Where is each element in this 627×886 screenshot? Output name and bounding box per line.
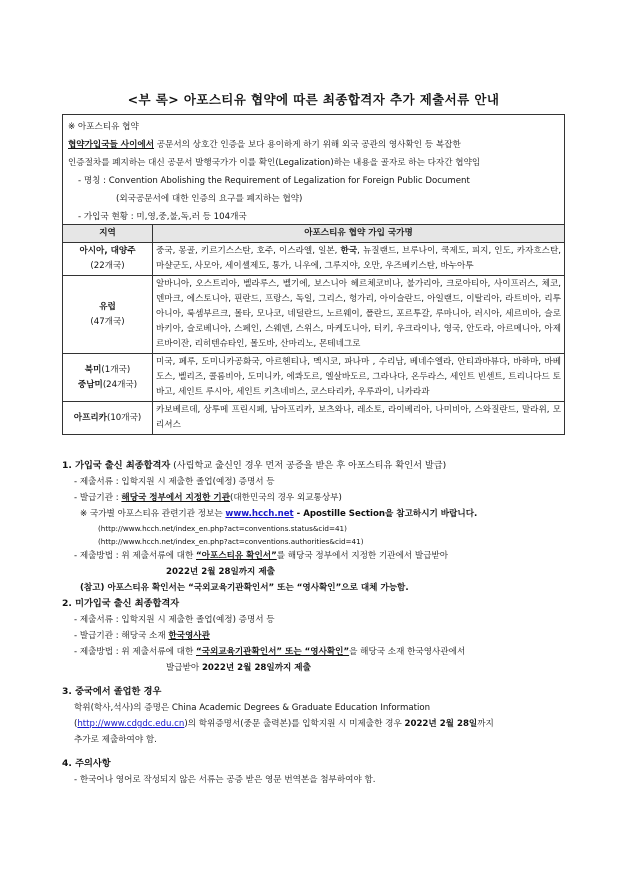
section-3 [62, 684, 567, 748]
s1-method-bold: “아포스티유 확인서” [196, 551, 277, 561]
s1-issuer-bold: 해당국 정부에서 지정한 기관 [121, 493, 231, 503]
countries-cell: 알바니아, 오스트리아, 벨라루스, 벨기에, 보스니아 헤르체코비나, 불가리아, 크로아티아, 사이프러스, 체코, 덴마크, 에스토니아, 핀란드, 프랑스, 독일, 그리스, 헝가리, 아이슬란드, 아일랜드, 이탈리아, 라트비아, 리투아니아, 룩셈부르크, 몰타, 모나코, 네덜란드, 노르웨이, 폴란드, 포르투갈, 루마니아, 러시아, 세르비아, 슬로바키아, 슬로베니아, 스페인, 스웨덴, 스위스, 마케도니아, 터키, 우크라이나, 영국, 안도라, 아르메니아, 아제르바이잔, 리히텐슈타인, 몰도바, 산마리노, 몬테네그로 [153, 276, 565, 354]
col-header-countries: 아포스티유 협약 가입 국가명 [153, 225, 565, 243]
s2-method-bold: “국외교육기관확인서” 또는 “영사확인” [196, 647, 350, 657]
s1-note [62, 506, 567, 522]
s1-reference: (참고) 아포스티유 확인서는 “국외교육기관확인서” 또는 “영사확인”으로 대체 가능함. [80, 583, 409, 593]
region-name-line-2 [63, 378, 152, 393]
region-count: (1개국) [101, 364, 131, 375]
region-count: (22개국) [90, 261, 125, 271]
s1-issuer [62, 490, 567, 506]
region-count: (47개국) [90, 316, 125, 327]
section-2-heading: 2. 미가입국 출신 최종합격자 [62, 598, 180, 609]
apostille-info-box [62, 114, 565, 231]
countries-text-post: , 뉴질랜드, 브루나이, 쿡제도, 피지, 인도, 카자흐스탄, 마샬군도, 사모아, 세이셸제도, 통가, 니우에, 그루지야, 오만, 우즈베키스탄, 바누아투 [156, 246, 561, 271]
countries-bold: 한국 [340, 246, 358, 256]
region-name: 아시아, 대양주 [79, 246, 136, 256]
hcch-authorities-url: (http://www.hcch.net/index_en.php?act=conventions.authorities&cid=41) [98, 537, 364, 546]
region-name-2: 중남미 [77, 379, 103, 390]
s1-docs: - 제출서류 : 입학지원 시 제출한 졸업(예정) 증명서 등 [74, 477, 275, 487]
countries-cell: 미국, 페루, 도미니카공화국, 아르헨티나, 멕시코, 파나마 , 수리남, 베네수엘라, 안티과바뷰다, 바하마, 바베도스, 벨리즈, 콜롬비아, 도미니카, 에콰도르, 엘살바도르, 그라나다, 온두라스, 세인트 빈센트, 트리니다드 토바고, 세인트 루시아, 세인트 키츠네비스, 코스타리카, 우루과이, 니카라과 [153, 354, 565, 402]
section-1 [62, 458, 567, 596]
countries-text: 중국, 몽골, 키르기스스탄, 호주, 이스라엘, 일본, [156, 246, 341, 256]
info-desc-bold: 협약가입국들 사이에서 [68, 140, 155, 150]
section-3-heading: 3. 중국에서 졸업한 경우 [62, 686, 162, 697]
table-row [63, 402, 565, 435]
hcch-status-url: (http://www.hcch.net/index_en.php?act=conventions.status&cid=41) [98, 524, 347, 533]
region-cell [63, 276, 153, 354]
section-1-title: 1. 가입국 출신 최종합격자 [62, 460, 171, 471]
s2-method-pre: - 제출방법 : 위 제출서류에 대한 [74, 647, 197, 657]
region-cell [63, 354, 153, 402]
info-heading: ※ 아포스티유 협약 [68, 122, 139, 132]
region-cell [63, 402, 153, 435]
s3-line-2-post: 까지 [477, 719, 494, 729]
s1-method-pre: - 제출방법 : 위 제출서류에 대한 [74, 551, 197, 561]
s2-deadline-bold: 2022년 2월 28일까지 제출 [201, 663, 311, 673]
region-name: 북미 [84, 364, 102, 375]
countries-cell: 카보베르데, 상투메 프린시페, 남아프리카, 보츠와나, 레소토, 라이베리아, 나미비아, 스와질란드, 말라위, 모리셔스 [153, 402, 565, 435]
s1-issuer-label: - 발급기관 : [74, 493, 122, 503]
s1-issuer-post: (대한민국의 경우 외교통상부) [230, 493, 342, 503]
s2-method [62, 644, 567, 660]
section-4-heading: 4. 주의사항 [62, 758, 111, 769]
section-1-note: (사립학교 출신인 경우 먼저 공증을 받은 후 아포스티유 확인서 발급) [170, 460, 447, 471]
s3-line-3: 추가로 제출하여야 함. [74, 735, 157, 745]
s3-paren: ( [74, 719, 78, 729]
s2-docs: - 제출서류 : 입학지원 시 제출한 졸업(예정) 증명서 등 [74, 615, 275, 625]
region-name: 유럽 [99, 301, 116, 312]
info-members-line: - 가입국 현황 : 미,영,중,불,독,러 등 104개국 [78, 212, 247, 222]
col-header-region: 지역 [63, 225, 153, 243]
instructions-sections [62, 458, 567, 788]
s3-line-1: 학위(학사,석사)의 증명은 China Academic Degrees & Graduate Education Information [74, 703, 431, 713]
s2-method-post: 을 해당국 소재 한국영사관에서 [349, 647, 466, 657]
s2-issuer-bold: 한국영사관 [168, 631, 210, 641]
countries-cell [153, 243, 565, 276]
section-2 [62, 596, 567, 676]
region-count: (10개국) [106, 412, 142, 423]
s3-line-2-mid: )의 학위증명서(중문 출력본)를 입학지원 시 미제출한 경우 [184, 719, 405, 729]
section-4 [62, 756, 567, 788]
section-1-heading [62, 458, 567, 474]
region-count-2: (24개국) [102, 379, 138, 390]
table-row [63, 354, 565, 402]
s1-method [62, 548, 567, 564]
region-name-line-1 [63, 363, 152, 378]
table-row [63, 243, 565, 276]
region-name: 아프리카 [73, 412, 107, 423]
info-desc-rest: 공문서의 상호간 인증을 보다 용이하게 하기 위해 외국 공관의 영사확인 등 복잡한 [154, 140, 461, 150]
s1-note-pre: ※ 국가별 아포스티유 관련기관 정보는 [80, 509, 226, 519]
s3-line-2 [62, 716, 567, 732]
info-name-sub: (외국공문서에 대한 인증의 요구를 폐지하는 협약) [116, 194, 303, 204]
info-name-line: - 명칭 : Convention Abolishing the Requirement of Legalization for Foreign Public Document [78, 176, 470, 186]
s2-deadline-pre: 발급받아 [166, 663, 202, 673]
cdgdc-link[interactable]: http://www.cdgdc.edu.cn [77, 719, 185, 729]
page-title: <부 록> 아포스티유 협약에 따른 최종합격자 추가 제출서류 안내 [127, 92, 500, 107]
s3-deadline-bold: 2022년 2월 28일 [404, 719, 478, 729]
s1-method-post: 를 해당국 정부에서 지정한 기관에서 발급받아 [276, 551, 449, 561]
s4-line-1: - 한국어나 영어로 작성되지 않은 서류는 공증 받은 영문 번역본을 첨부하여야 함. [74, 775, 376, 785]
s2-issuer [62, 628, 567, 644]
member-countries-table [62, 224, 565, 435]
info-desc-line-2: 인증절차를 폐지하는 대신 공문서 발행국가가 이를 확인(Legalization)하는 내용을 골자로 하는 다자간 협약임 [68, 158, 481, 168]
s1-deadline: 2022년 2월 28일까지 제출 [166, 567, 275, 577]
info-desc-line-1 [68, 136, 558, 154]
table-row [63, 276, 565, 354]
region-cell [63, 243, 153, 276]
table-header-row [63, 225, 565, 243]
s2-issuer-pre: - 발급기관 : 해당국 소재 [74, 631, 169, 641]
hcch-link[interactable]: www.hcch.net [225, 509, 294, 519]
s1-note-post: - Apostille Section을 참고하시기 바랍니다. [293, 509, 478, 519]
s2-deadline [62, 660, 567, 676]
